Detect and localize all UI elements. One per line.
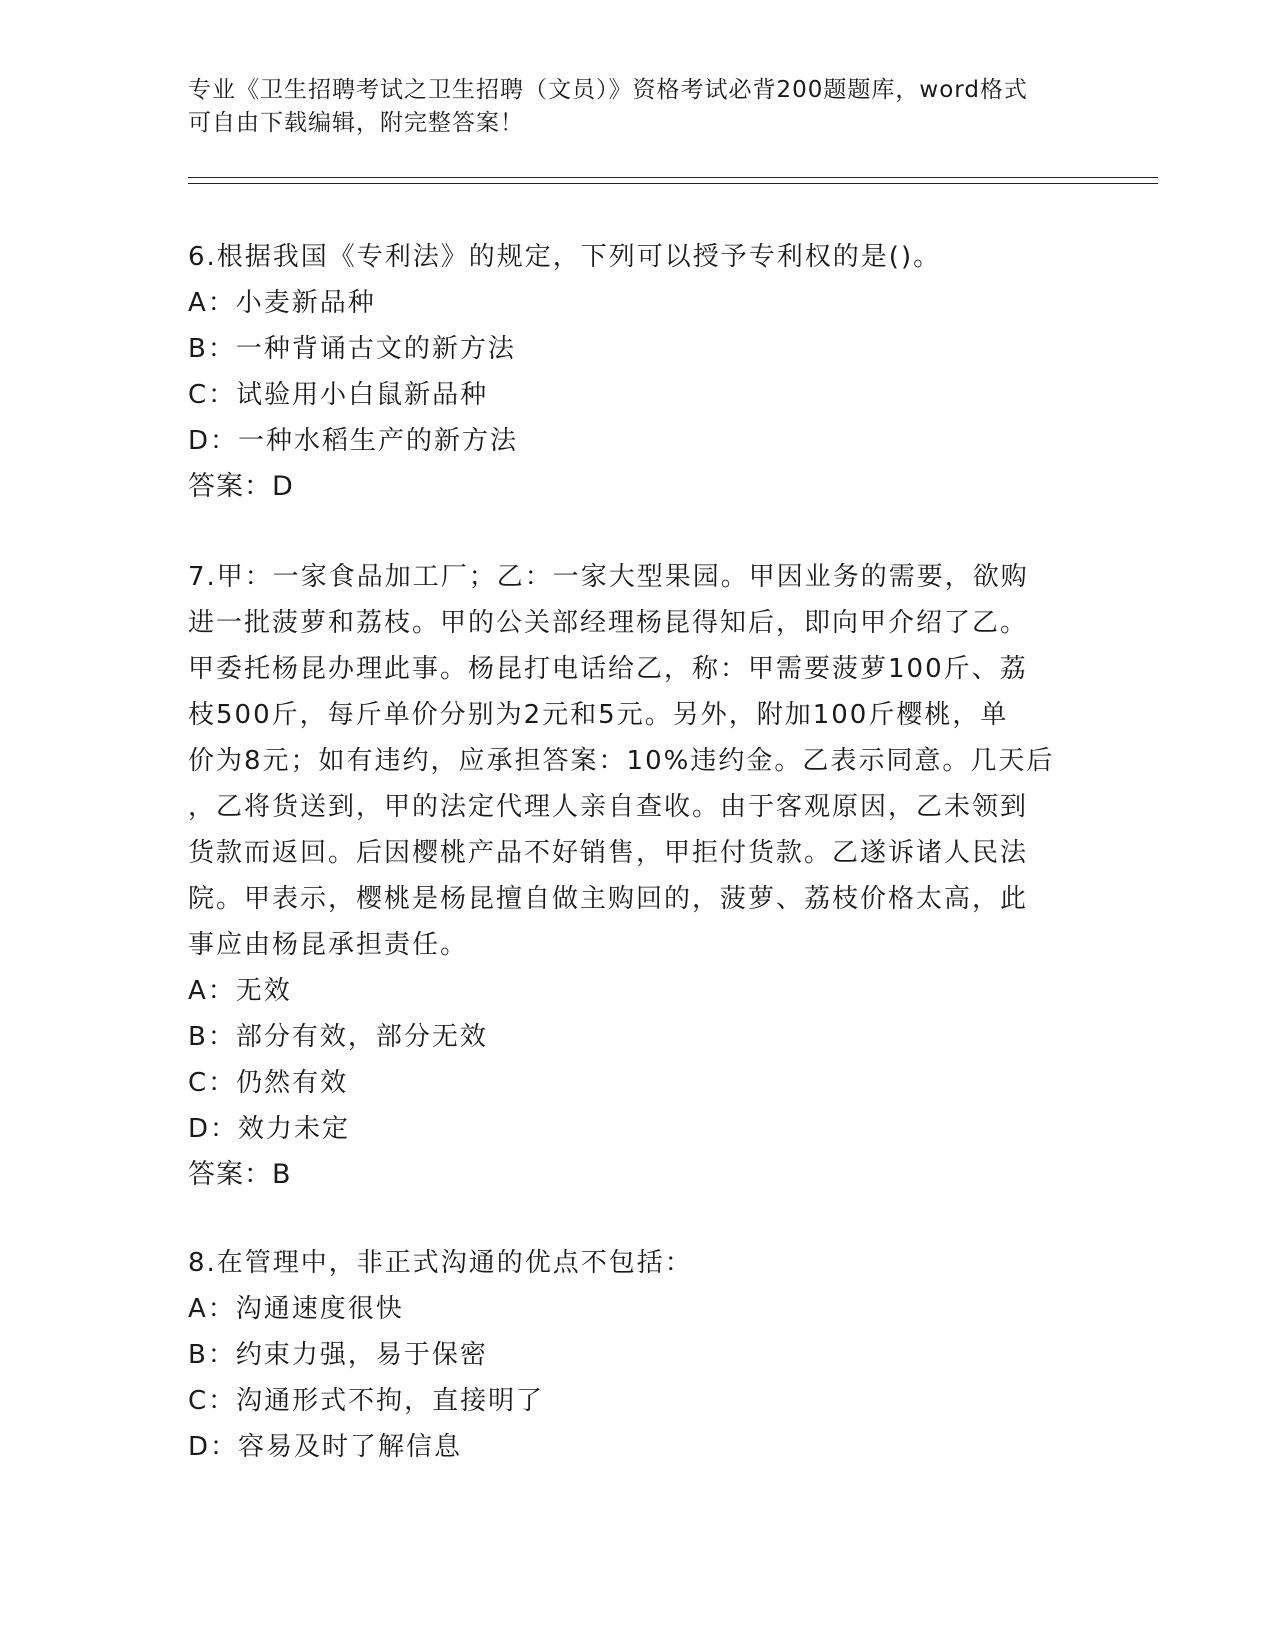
option-c: C：仍然有效 bbox=[188, 1068, 349, 1098]
option-d: D：一种水稻生产的新方法 bbox=[188, 426, 519, 456]
question-stem-line: 甲委托杨昆办理此事。杨昆打电话给乙，称：甲需要菠萝100斤、荔 bbox=[188, 654, 1028, 684]
question-stem-line: 价为8元；如有违约，应承担答案：10%违约金。乙表示同意。几天后 bbox=[188, 746, 1055, 776]
question-stem-line: 7.甲：一家食品加工厂；乙：一家大型果园。甲因业务的需要，欲购 bbox=[188, 562, 1029, 592]
option-c: C：沟通形式不拘，直接明了 bbox=[188, 1386, 545, 1416]
option-b: B：约束力强，易于保密 bbox=[188, 1340, 488, 1370]
question-stem-line: 8.在管理中，非正式沟通的优点不包括： bbox=[188, 1248, 693, 1278]
question-8 bbox=[188, 1240, 1088, 1470]
option-b: B：一种背诵古文的新方法 bbox=[188, 334, 516, 364]
option-d: D：效力未定 bbox=[188, 1114, 351, 1144]
question-stem-line: 枝500斤，每斤单价分别为2元和5元。另外，附加100斤樱桃，单 bbox=[188, 700, 1009, 730]
document-header bbox=[188, 74, 1068, 140]
question-stem-line: 进一批菠萝和荔枝。甲的公关部经理杨昆得知后，即向甲介绍了乙。 bbox=[188, 608, 1029, 638]
option-a: A：小麦新品种 bbox=[188, 288, 376, 318]
option-d: D：容易及时了解信息 bbox=[188, 1432, 463, 1462]
option-c: C：试验用小白鼠新品种 bbox=[188, 380, 489, 410]
question-stem-line: 院。甲表示，樱桃是杨昆擅自做主购回的，菠萝、荔枝价格太高，此 bbox=[188, 884, 1029, 914]
question-stem-line: ，乙将货送到，甲的法定代理人亲自查收。由于客观原因，乙未领到 bbox=[188, 792, 1029, 822]
header-divider-bottom bbox=[188, 183, 1158, 184]
answer-line: 答案：B bbox=[188, 1159, 292, 1190]
question-6 bbox=[188, 234, 1088, 510]
option-b: B：部分有效，部分无效 bbox=[188, 1022, 488, 1052]
header-divider-top bbox=[188, 177, 1158, 178]
question-stem-line: 6.根据我国《专利法》的规定，下列可以授予专利权的是()。 bbox=[188, 242, 942, 272]
question-stem-line: 货款而返回。后因樱桃产品不好销售，甲拒付货款。乙遂诉诸人民法 bbox=[188, 838, 1029, 868]
header-line-1: 专业《卫生招聘考试之卫生招聘（文员）》资格考试必背200题题库，word格式 bbox=[188, 77, 1028, 103]
option-a: A：无效 bbox=[188, 976, 292, 1006]
option-a: A：沟通速度很快 bbox=[188, 1294, 404, 1324]
question-stem-line: 事应由杨昆承担责任。 bbox=[188, 930, 469, 960]
header-line-2: 可自由下载编辑，附完整答案！ bbox=[188, 110, 524, 136]
answer-line: 答案：D bbox=[188, 471, 294, 502]
question-7 bbox=[188, 554, 1088, 1198]
